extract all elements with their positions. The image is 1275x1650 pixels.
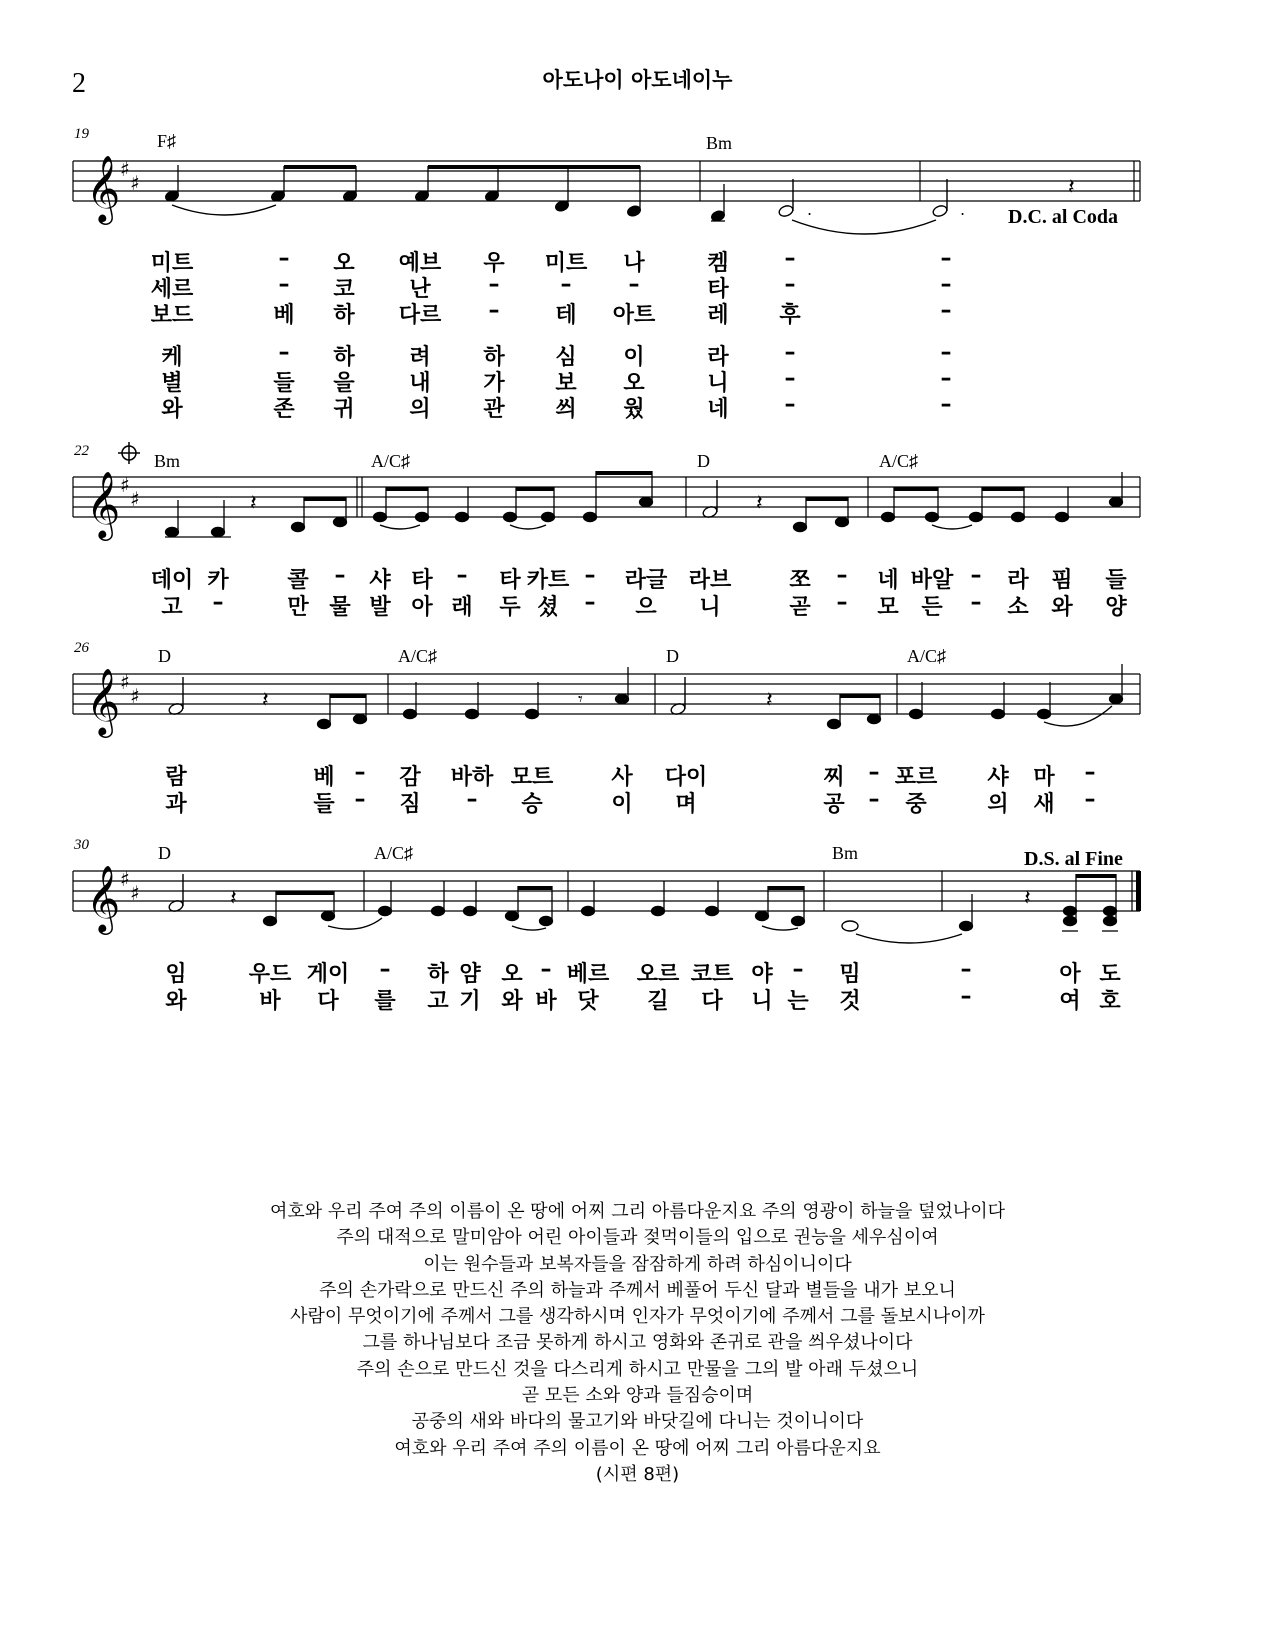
lyric-syllable: 바알 [910, 568, 954, 593]
translation-line: 여호와 우리 주여 주의 이름이 온 땅에 어찌 그리 아름다운지요 주의 영광이 하늘을 덮었나이다 [269, 1201, 1006, 1222]
lyric-syllable: 소 [1007, 595, 1029, 620]
lyric-syllable: 발 [369, 595, 391, 620]
lyric-syllable: – [970, 590, 982, 615]
lyric-syllable: 래 [451, 595, 473, 620]
lyric-syllable: 바 [535, 989, 557, 1014]
translation-line: (시편 8편) [595, 1463, 680, 1485]
lyric-syllable: 카 [207, 568, 229, 593]
lyric-syllable: – [940, 340, 952, 365]
chord-symbol: A/C♯ [371, 451, 411, 471]
lyric-syllable: 하 [333, 345, 355, 370]
lyric-syllable: 레 [707, 303, 729, 328]
lyric-syllable: – [940, 366, 952, 391]
lyric-syllable: 하 [483, 345, 505, 370]
lyric-syllable: – [792, 957, 804, 982]
lyric-syllable: 가 [483, 371, 505, 396]
treble-clef-icon: 𝄞 [86, 864, 121, 932]
lyric-syllable: 오 [501, 962, 523, 987]
lyric-syllable: 든 [921, 595, 943, 620]
lyric-syllable: – [354, 760, 366, 785]
svg-text:♯: ♯ [120, 473, 130, 497]
lyric-syllable: – [940, 272, 952, 297]
lyric-syllable: 포르 [894, 765, 938, 790]
lyric-syllable: 미트 [150, 251, 194, 276]
chord-symbol: D [158, 843, 171, 863]
lyric-syllable: 씌 [555, 397, 577, 422]
lyric-syllable: 오르 [636, 962, 680, 987]
lyric-syllable: 난 [409, 277, 431, 302]
lyric-syllable: – [1084, 760, 1096, 785]
svg-text:♯: ♯ [120, 867, 130, 891]
lyric-syllable: – [784, 340, 796, 365]
treble-clef-icon: 𝄞 [86, 154, 121, 222]
lyric-syllable: – [836, 590, 848, 615]
lyric-syllable: 모트 [510, 765, 554, 790]
lyric-syllable: 미트 [544, 251, 588, 276]
lyric-syllable: 람 [165, 765, 187, 790]
lyric-syllable: 셨 [537, 595, 559, 620]
lyric-syllable: 베 [273, 303, 295, 328]
lyric-syllable: 게이 [306, 962, 350, 987]
lyric-syllable: 려 [409, 345, 431, 370]
lyric-syllable: 중 [905, 792, 927, 817]
chord-symbol: Bm [154, 451, 181, 471]
lyric-syllable: 귀 [333, 397, 355, 422]
lyric-syllable: 하 [427, 962, 449, 987]
lyric-syllable: 닷 [577, 989, 599, 1014]
lyric-syllable: 도 [1099, 962, 1121, 987]
lyric-syllable: 는 [787, 989, 809, 1014]
lyric-syllable: 고 [427, 989, 449, 1014]
lyric-syllable: 바 [259, 989, 281, 1014]
chord-symbol: A/C♯ [879, 451, 919, 471]
lyric-syllable: 두 [499, 595, 521, 620]
measure-number: 22 [74, 443, 89, 459]
lyric-syllable: – [940, 246, 952, 271]
lyric-syllable: 만 [287, 595, 309, 620]
dc-al-coda-direction: D.C. al Coda [1008, 206, 1119, 228]
lyric-syllable: – [628, 272, 640, 297]
lyric-syllable: 카트 [526, 568, 570, 593]
lyric-syllable: 우드 [248, 962, 292, 987]
lyric-syllable: 우 [483, 251, 505, 276]
chord-symbol: D [697, 451, 710, 471]
lyric-syllable: 네 [707, 397, 729, 422]
lyric-syllable: – [784, 272, 796, 297]
translation-line: 여호와 우리 주여 주의 이름이 온 땅에 어찌 그리 아름다운지요 [394, 1437, 881, 1459]
lyric-syllable: – [940, 298, 952, 323]
lyric-syllable: – [868, 787, 880, 812]
lyric-syllable: – [960, 957, 972, 982]
svg-text:𝄽: 𝄽 [756, 491, 763, 516]
svg-text:.: . [960, 200, 966, 219]
lyric-syllable: 와 [501, 989, 523, 1014]
lyric-syllable: 코 [333, 277, 355, 302]
lyric-syllable: 승 [521, 792, 543, 817]
lyric-syllable: 코트 [690, 962, 734, 987]
lyric-syllable: 며 [675, 792, 697, 817]
chord-symbol: A/C♯ [398, 646, 438, 666]
lyric-syllable: 아 [1059, 962, 1081, 987]
lyric-syllable: 웠 [623, 397, 645, 422]
lyric-syllable: 베 [313, 765, 335, 790]
lyric-syllable: 샤 [369, 568, 391, 593]
lyric-syllable: 콜 [287, 568, 309, 593]
lyric-syllable: 새 [1033, 792, 1055, 817]
measure-number: 19 [74, 126, 89, 142]
lyric-syllable: 관 [483, 397, 505, 422]
lyric-syllable: 들 [313, 792, 335, 817]
lyric-syllable: 바하 [450, 765, 494, 790]
lyric-syllable: – [1084, 787, 1096, 812]
lyric-syllable: 타 [499, 568, 521, 593]
lyric-syllable: – [584, 563, 596, 588]
lyric-syllable: 와 [1051, 595, 1073, 620]
lyric-syllable: 테 [555, 303, 577, 328]
lyric-syllable: 니 [699, 595, 721, 620]
lyric-syllable: 과 [165, 792, 187, 817]
lyric-syllable: 를 [374, 989, 396, 1014]
lyric-syllable: 얌 [459, 962, 481, 987]
lyric-syllable: 쪼 [789, 568, 811, 593]
treble-clef-icon: 𝄞 [86, 667, 121, 735]
lyric-syllable: – [940, 392, 952, 417]
translation-line: 주의 손가락으로 만드신 주의 하늘과 주께서 베풀어 두신 달과 별들을 내가 보오니 [319, 1279, 956, 1301]
lyric-syllable: 라브 [688, 568, 732, 593]
lyric-syllable: – [784, 246, 796, 271]
lyric-syllable: 길 [647, 989, 669, 1014]
lyric-syllable: 다 [317, 989, 339, 1014]
measure-number: 26 [74, 640, 89, 656]
lyric-syllable: 다이 [664, 765, 708, 790]
lyric-syllable: 이 [611, 792, 633, 817]
lyric-syllable: – [456, 563, 468, 588]
translation-line: 이는 원수들과 보복자들을 잠잠하게 하려 하심이니이다 [423, 1253, 852, 1275]
lyric-syllable: 세르 [150, 277, 194, 302]
lyric-syllable: 오 [333, 251, 355, 276]
lyric-syllable: 보드 [150, 303, 194, 328]
lyric-syllable: – [278, 272, 290, 297]
page-number: 2 [72, 68, 86, 99]
lyric-syllable: 양 [1105, 595, 1127, 620]
translation-line: 주의 손으로 만드신 것을 다스리게 하시고 만물을 그의 발 아래 두셨으니 [356, 1358, 919, 1380]
lyric-syllable: 존 [273, 397, 295, 422]
chord-symbol: D [666, 646, 679, 666]
measure-number: 30 [74, 837, 89, 853]
lyric-syllable: 와 [161, 397, 183, 422]
lyric-syllable: – [278, 340, 290, 365]
lyric-syllable: 여 [1059, 989, 1081, 1014]
lyric-syllable: 니 [707, 371, 729, 396]
lyric-syllable: 다르 [398, 303, 442, 328]
lyric-syllable: 오 [623, 371, 645, 396]
svg-text:𝄾: 𝄾 [578, 689, 583, 710]
lyric-syllable: – [488, 298, 500, 323]
lyric-syllable: 데이 [150, 568, 194, 593]
lyric-syllable: 와 [165, 989, 187, 1014]
lyric-syllable: 네 [877, 568, 899, 593]
svg-text:♯: ♯ [130, 487, 140, 511]
chord-symbol: D [158, 646, 171, 666]
lyric-syllable: 으 [635, 595, 657, 620]
lyric-syllable: 의 [409, 397, 431, 422]
lyric-syllable: 감 [399, 765, 421, 790]
svg-text:𝄽: 𝄽 [230, 886, 237, 911]
lyric-syllable: 켐 [707, 251, 729, 276]
lyric-syllable: 호 [1099, 989, 1121, 1014]
chord-symbol: F♯ [157, 131, 177, 151]
key-sharp-icon: ♯ [130, 171, 140, 195]
song-title: 아도나이 아도네이누 [542, 68, 733, 92]
translation-line: 곧 모든 소와 양과 들짐승이며 [521, 1385, 754, 1407]
lyric-syllable: 예브 [398, 251, 442, 276]
lyric-syllable: 라 [1007, 568, 1029, 593]
chord-symbol: Bm [832, 843, 859, 863]
lyric-syllable: 라글 [624, 568, 668, 593]
lyric-syllable: 물 [329, 595, 351, 620]
chord-symbol: A/C♯ [374, 843, 414, 863]
quarter-rest-icon: 𝄽 [1068, 175, 1075, 200]
lyric-syllable: 타 [411, 568, 433, 593]
treble-clef-icon: 𝄞 [86, 470, 121, 538]
lyric-syllable: – [960, 984, 972, 1009]
lyric-syllable: 공 [823, 792, 845, 817]
lyric-syllable: 타 [707, 277, 729, 302]
lyric-syllable: 다 [701, 989, 723, 1014]
lyric-syllable: 야 [751, 962, 773, 987]
lyric-syllable: 들 [273, 371, 295, 396]
lyric-syllable: – [466, 787, 478, 812]
lyric-syllable: 이 [623, 345, 645, 370]
lyric-syllable: – [836, 563, 848, 588]
lyric-syllable: 케 [161, 345, 183, 370]
svg-text:𝄽: 𝄽 [766, 688, 773, 713]
svg-text:♯: ♯ [130, 881, 140, 905]
chord-symbol: A/C♯ [907, 646, 947, 666]
lyric-syllable: – [278, 246, 290, 271]
lyric-syllable: 아 [411, 595, 433, 620]
key-sharp-icon: ♯ [120, 157, 130, 181]
lyric-syllable: 사 [611, 765, 633, 790]
lyric-syllable: 들 [1105, 568, 1127, 593]
svg-text:.: . [807, 200, 813, 219]
lyric-syllable: 모 [877, 595, 899, 620]
translation-line: 사람이 무엇이기에 주께서 그를 생각하시며 인자가 무엇이기에 주께서 그를 돌보시나이까 [290, 1306, 985, 1328]
lyric-syllable: 베르 [566, 962, 610, 987]
lyric-syllable: 라 [707, 345, 729, 370]
lyric-syllable: 밈 [839, 962, 861, 987]
lyric-syllable: – [212, 590, 224, 615]
translation-line: 그를 하나님보다 조금 못하게 하시고 영화와 존귀로 관을 씌우셨나이다 [362, 1332, 913, 1354]
lyric-syllable: 짐 [399, 792, 421, 817]
lyric-syllable: – [560, 272, 572, 297]
svg-text:♯: ♯ [120, 670, 130, 694]
psalm-translation [0, 1199, 1275, 1488]
lyric-syllable: – [540, 957, 552, 982]
lyric-syllable: – [584, 590, 596, 615]
lyric-syllable: – [488, 272, 500, 297]
lyric-syllable: 보 [555, 371, 577, 396]
lyric-syllable: 내 [409, 371, 431, 396]
lyric-syllable: 니 [751, 989, 773, 1014]
lyric-syllable: – [379, 957, 391, 982]
translation-line: 공중의 새와 바다의 물고기와 바닷길에 다니는 것이니이다 [411, 1411, 864, 1433]
lyric-syllable: – [868, 760, 880, 785]
lyric-syllable: 하 [333, 303, 355, 328]
lyric-syllable: 의 [987, 792, 1009, 817]
lyric-syllable: 임 [165, 962, 187, 987]
lyric-syllable: 곧 [789, 595, 811, 620]
lyric-syllable: 기 [459, 989, 481, 1014]
lyric-syllable: 후 [779, 303, 801, 328]
lyric-syllable: 별 [161, 371, 183, 396]
lyric-syllable: – [354, 787, 366, 812]
lyric-syllable: 을 [333, 371, 355, 396]
svg-text:𝄽: 𝄽 [1024, 886, 1031, 911]
lyric-syllable: 샤 [987, 765, 1009, 790]
lyric-syllable: 심 [555, 345, 577, 370]
ds-al-fine-direction: D.S. al Fine [1024, 848, 1123, 870]
lyric-syllable: 것 [839, 989, 861, 1014]
lyric-syllable: 찌 [823, 765, 845, 790]
lyric-syllable: – [970, 563, 982, 588]
svg-text:𝄽: 𝄽 [262, 688, 269, 713]
chord-symbol: Bm [706, 133, 733, 153]
lyric-syllable: 나 [623, 251, 645, 276]
lyric-syllable: – [334, 563, 346, 588]
lyric-syllable: 마 [1033, 765, 1055, 790]
svg-text:♯: ♯ [130, 684, 140, 708]
lyric-syllable: – [784, 392, 796, 417]
lyric-syllable: 아트 [612, 303, 656, 328]
lyric-syllable: 고 [161, 595, 183, 620]
svg-text:𝄽: 𝄽 [250, 491, 257, 516]
lyric-syllable: 핌 [1051, 568, 1073, 593]
lyric-syllable: – [784, 366, 796, 391]
translation-line: 주의 대적으로 말미암아 어린 아이들과 젖먹이들의 입으로 권능을 세우심이여 [336, 1227, 939, 1249]
